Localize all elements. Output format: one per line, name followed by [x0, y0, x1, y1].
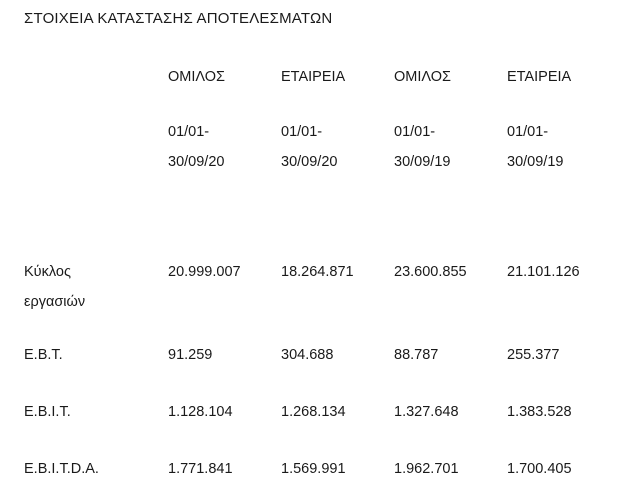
period-end: 30/09/20 — [168, 154, 225, 170]
table-cell: 1.569.991 — [281, 461, 346, 477]
period-end: 30/09/20 — [281, 154, 338, 170]
table-cell: 1.962.701 — [394, 461, 459, 477]
row-label-line: Κύκλος — [24, 264, 71, 280]
table-cell: 20.999.007 — [168, 264, 241, 280]
table-cell: 1.383.528 — [507, 404, 572, 420]
period-end: 30/09/19 — [394, 154, 451, 170]
column-header-period — [168, 117, 224, 177]
table-cell: 1.700.405 — [507, 461, 572, 477]
table-cell: 91.259 — [168, 347, 213, 363]
column-header-period — [507, 117, 563, 177]
column-header-period — [281, 117, 337, 177]
row-label-ebt: Ε.Β.Τ. — [24, 347, 63, 363]
column-header-entity: ΕΤΑΙΡΕΙΑ — [507, 69, 572, 85]
row-label-turnover — [24, 257, 85, 317]
table-cell: 1.268.134 — [281, 404, 346, 420]
row-label-line: εργασιών — [24, 294, 86, 310]
period-end: 30/09/19 — [507, 154, 564, 170]
table-cell: 23.600.855 — [394, 264, 467, 280]
column-header-entity: ΟΜΙΛΟΣ — [168, 69, 226, 85]
table-cell: 1.128.104 — [168, 404, 233, 420]
row-label-ebitda: E.B.I.T.D.A. — [24, 461, 99, 477]
column-header-period — [394, 117, 450, 177]
period-start: 01/01- — [281, 124, 323, 140]
table-cell: 18.264.871 — [281, 264, 354, 280]
column-header-entity: ΟΜΙΛΟΣ — [394, 69, 452, 85]
table-cell: 255.377 — [507, 347, 560, 363]
period-start: 01/01- — [168, 124, 210, 140]
table-cell: 21.101.126 — [507, 264, 580, 280]
period-start: 01/01- — [394, 124, 436, 140]
period-start: 01/01- — [507, 124, 549, 140]
document-title: ΣΤΟΙΧΕΙΑ ΚΑΤΑΣΤΑΣΗΣ ΑΠΟΤΕΛΕΣΜΑΤΩΝ — [24, 10, 333, 27]
row-label-ebit: E.B.I.T. — [24, 404, 71, 420]
table-cell: 304.688 — [281, 347, 334, 363]
table-cell: 1.327.648 — [394, 404, 459, 420]
table-cell: 1.771.841 — [168, 461, 233, 477]
column-header-entity: ΕΤΑΙΡΕΙΑ — [281, 69, 346, 85]
table-cell: 88.787 — [394, 347, 439, 363]
